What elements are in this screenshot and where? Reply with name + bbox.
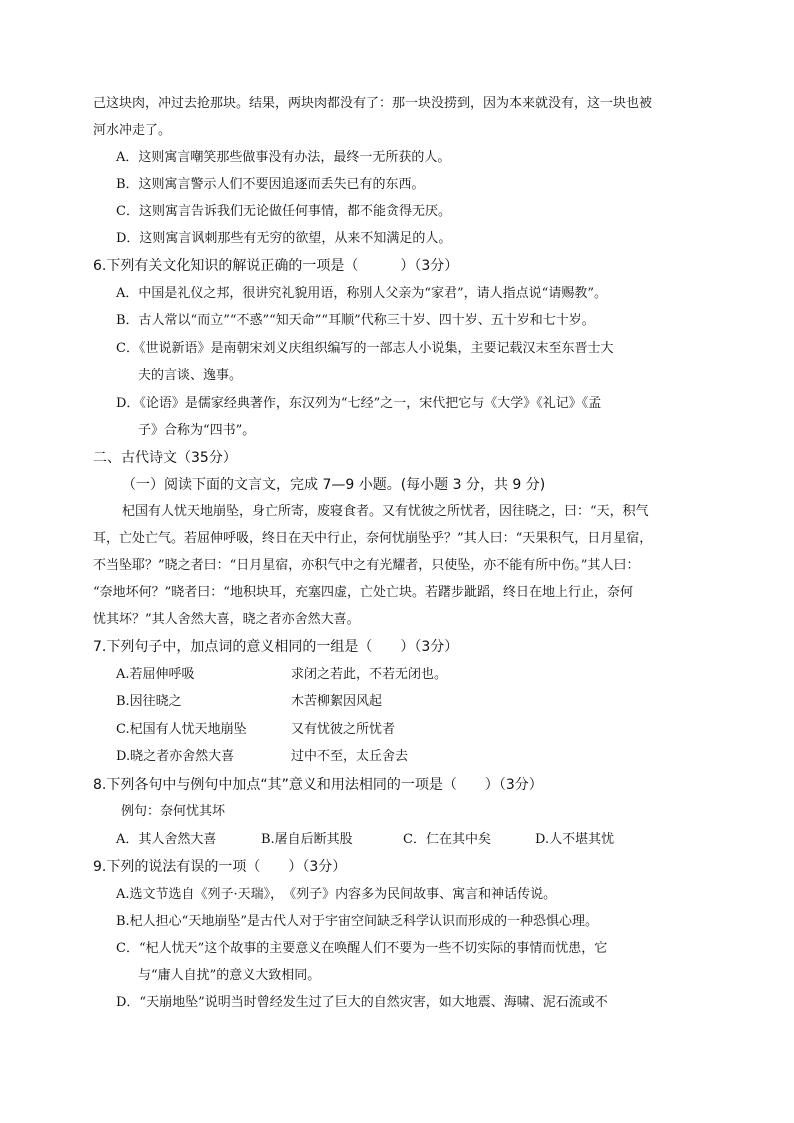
section-2-subtitle: （一）阅读下面的文言文，完成 7—9 小题。(每小题 3 分，共 9 分) [122, 477, 546, 493]
q6-option-b: B．古人常以“而立”“不惑”“知天命”“耳顺”代称三十岁、四十岁、五十岁和七十岁。 [116, 313, 595, 328]
q7-option-row [116, 721, 395, 739]
q9-option-c-line2: 与“庸人自扰”的意义大致相同。 [138, 968, 321, 983]
q7-option-row [116, 666, 447, 684]
q7-option-a-left: A.若屈伸呼吸 [116, 667, 195, 682]
q6-option-c-line2: 夫的言谈、逸事。 [138, 368, 243, 383]
q8-option-a: A．其人舍然大喜 [116, 832, 217, 847]
intro-line-2: 河水冲走了。 [93, 123, 172, 138]
q6-option-d-line2: 子》合称为“四书”。 [138, 423, 256, 438]
q7-option-b-right: 木苦柳絮因风起 [291, 694, 383, 709]
q8-option-b: B.屠自后断其股 [261, 832, 353, 847]
q7-option-d-right: 过中不至，太丘舍去 [291, 749, 409, 764]
q8-example: 例句：奈何忧其坏 [121, 804, 226, 819]
q6-option-c-line1: C．《世说新语》是南朝宋刘义庆组织编写的一部志人小说集，主要记载汉末至东晋士大 [116, 341, 614, 356]
passage-line-3: 不当坠耶？”晓之者曰：“日月星宿，亦积气中之有光耀者，只使坠，亦不能有所中伤。”其人曰： [93, 558, 640, 573]
q5-option-b: B．这则寓言警示人们不要因追逐而丢失已有的东西。 [116, 177, 425, 192]
passage-line-4: “奈地坏何？”晓者曰：“地积块耳，充塞四虚，亡处亡块。若躇步跐蹈，终日在地上行止，奈何 [93, 585, 633, 600]
q9-option-d-line1: D．“天崩地坠”说明当时曾经发生过了巨大的自然灾害，如大地震、海啸、泥石流或不 [116, 995, 608, 1010]
q8-options-row [116, 831, 614, 849]
q8-option-d: D.人不堪其忧 [535, 832, 615, 847]
q8-option-c: C．仁在其中矣 [403, 832, 491, 847]
q9-option-c-line1: C．“杞人忧天”这个故事的主要意义在唤醒人们不要为一些不切实际的事情而忧患，它 [116, 941, 608, 956]
q5-option-d: D．这则寓言讽刺那些有无穷的欲望，从来不知满足的人。 [116, 231, 452, 246]
q6-option-d-line1: D．《论语》是儒家经典著作，东汉列为“七经”之一，宋代把它与《大学》《礼记》《孟 [116, 396, 602, 411]
passage-line-1: 杞国有人忧天地崩坠，身亡所寄，废寝食者。又有忧彼之所忧者，因往晓之，曰：“天，积气 [122, 504, 649, 519]
q7-option-row [116, 693, 382, 711]
q7-option-row [116, 748, 408, 766]
q7-option-a-right: 求闭之若此，不若无闭也。 [291, 667, 448, 682]
q7-option-d-left: D.晓之者亦舍然大喜 [116, 749, 235, 764]
q7-option-c-left: C.杞国有人忧天地崩坠 [116, 722, 247, 737]
q9-option-a: A.选文节选自《列子·天瑞》， 《列子》内容多为民间故事、寓言和神话传说。 [116, 887, 557, 902]
q6-stem: 6.下列有关文化知识的解说正确的一项是（ ）（3分） [93, 258, 459, 274]
q9-option-b: B.杞人担心“天地崩坠”是古代人对于宇宙空间缺乏科学认识而形成的一种恐惧心理。 [116, 914, 598, 929]
passage-line-5: 忧其坏？”其人舍然大喜，晓之者亦舍然大喜。 [93, 612, 360, 627]
q7-option-b-left: B.因往晓之 [116, 694, 182, 709]
passage-line-2: 耳，亡处亡气。若屈伸呼吸，终日在天中行止，奈何忧崩坠乎？”其人曰：“天果积气，日月星宿， [93, 531, 653, 546]
q7-stem: 7.下列句子中，加点词的意义相同的一组是（ ）（3分） [93, 639, 459, 655]
q7-option-c-right: 又有忧彼之所忧者 [291, 722, 396, 737]
q6-option-a: A．中国是礼仪之邦，很讲究礼貌用语，称别人父亲为“家君”，请人指点说“请赐教”。 [116, 286, 607, 301]
q5-option-a: A．这则寓言嘲笑那些做事没有办法，最终一无所获的人。 [116, 150, 451, 165]
q8-stem: 8.下列各句中与例句中加点“其”意义和用法相同的一项是（ ）（3分） [93, 777, 543, 793]
q9-stem: 9.下列的说法有误的一项（ ）（3分） [93, 859, 347, 875]
section-2-title: 二、古代诗文（35分） [93, 450, 237, 466]
q5-option-c: C．这则寓言告诉我们无论做任何事情，都不能贪得无厌。 [116, 204, 451, 219]
intro-line-1: 己这块肉，冲过去抢那块。结果，两块肉都没有了：那一块没捞到，因为本来就没有，这一块也被 [93, 96, 653, 111]
